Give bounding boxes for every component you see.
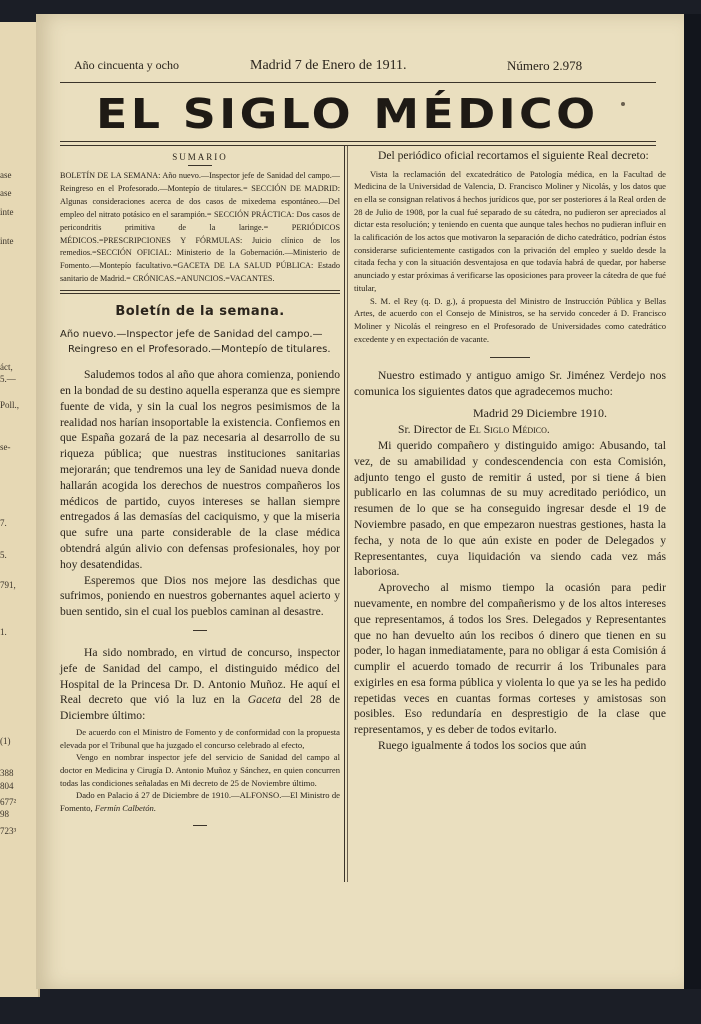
paragraph-new-year: Saludemos todos al año que ahora comienza, poniendo en la bondad de su destino aquella esperanza que es siempre fuente de vida, y sin la cual los negros pesimismos de la realidad nos harían insoportable la existencia. Confiemos en que España gozará de la paz necesaria al desarrollo de su riqueza pública; que nuestras instituciones sanitarias mejorarán; que tendremos una ley de Sanidad nueva donde hallarán acogida los derechos de nuestros compañeros los médicos de partido, cuyos intereses se hallan siempre entregados á las demasías del caciquismo, y que la miseria que sufre una parte considerable de la clase médica obtendrá algún alivio con defensas profesionales, hoy por hoy desatendidas. — [60, 368, 340, 571]
prev-page-fragment: 791, — [0, 580, 16, 590]
salutation-suffix: . — [546, 422, 550, 436]
paragraph-hopes: Esperemos que Dios nos mejore las desdichas que sufrimos, poniendo en nuestros gobernantes aquel acierto y buen sentido, sin el cual los pueblos caminan al desastre. — [60, 573, 340, 619]
letter-intro-block — [354, 368, 666, 400]
prev-page-fragment: se- — [0, 442, 11, 452]
right-column — [354, 146, 666, 754]
newspaper-page — [36, 14, 684, 989]
boletin-heading: Boletín de la semana. — [115, 304, 285, 320]
salutation-prefix: Sr. Director de — [398, 422, 469, 436]
boletin-body — [60, 367, 340, 724]
previous-page-edge — [0, 22, 40, 997]
volume-year: Año cincuenta y ocho — [74, 58, 179, 72]
prev-page-fragment: áct, — [0, 362, 13, 372]
boletin-subhead: Año nuevo.—Inspector jefe de Sanidad del campo.— — [60, 329, 323, 341]
decree-paragraph: Vista la reclamación del excatedrático de Patología médica, en la Facultad de Medicina de la Universidad de Valencia, D. Francisco Moliner y Nicolás, y los datos que en ella se consignan relativos á hechos jurídicos que, por ser posteriores á la Real orden de 28 de Julio de 1908, por la cual fué separado de su cátedra, no pudieron ser apreciados al dictar esta resolución; y teniendo en cuenta que aunque tales hechos no pudieran influir en la calificación de los actos que motivaron la separación de dicho catedrático, podrían éstos considerarse suficientemente castigados con la privación del empleo y sueldo desde la citada fecha y con la situación desventajosa en que todavía habrá de quedar, por haberse anunciado y estar próximas á verificarse las oposiciones para proveer la cátedra de que fué titular, — [354, 168, 666, 293]
scan-background-edge — [684, 14, 701, 989]
inspector-text-after: del 28 de Diciembre último: — [60, 693, 340, 723]
decree-signature-text: Dado en Palacio á 27 de Diciembre de 1910.—ALFONSO.—El Ministro de Fomento, — [60, 790, 340, 814]
prev-page-fragment: inte — [0, 207, 14, 217]
prev-page-fragment: 5.— — [0, 374, 16, 384]
gaceta-word: Gaceta — [247, 693, 282, 707]
issue-date: Madrid 7 de Enero de 1911. — [250, 58, 407, 73]
ink-speck — [621, 102, 625, 106]
paragraph-divider — [193, 630, 207, 631]
salutation-paper: El Siglo Médico — [468, 422, 547, 436]
sumario-block — [60, 170, 340, 286]
prev-page-fragment: ase — [0, 188, 12, 198]
left-column — [60, 146, 340, 826]
masthead-rule-top — [60, 141, 656, 142]
sumario-heading: SUMARIO — [172, 152, 228, 162]
prev-page-fragment: 5. — [0, 550, 7, 560]
prev-page-fragment: 1. — [0, 627, 7, 637]
letter-body — [354, 438, 666, 754]
decree-signature-name: Fermín Calbetón. — [94, 803, 156, 814]
column-divider — [347, 146, 348, 882]
prev-page-fragment: 388 — [0, 768, 14, 778]
letter-paragraph: Ruego igualmente á todos los socios que aún — [378, 739, 587, 753]
column-divider — [344, 146, 345, 882]
letter-paragraph: Mi querido compañero y distinguido amigo: Abusando, tal vez, de su amabilidad y condescendencia con esta Comisión, adjunto tengo el gusto de remitir á usted, por si tiene á bien publicarlo en las columnas de su muy acreditado periódico, un resumen de lo que se ha conseguido ingresar desde el 19 de Noviembre pasado, en que empezaron nuestras gestiones, hasta la fecha, y nota de lo que aún existe en poder de Delegados y Representantes, cuya liquidación va siendo cada vez más laboriosa. — [354, 438, 666, 579]
prev-page-fragment: Poll., — [0, 400, 20, 410]
inspector-text-before: Ha sido nombrado, en virtud de concurso, inspector jefe de Sanidad del campo, el distinguido médico del Hospital de la Princesa Dr. D. Antonio Muñoz. He aquí el Real decreto que vió la luz en la — [60, 645, 340, 707]
section-rule — [60, 293, 340, 294]
prev-page-fragment: 7. — [0, 518, 7, 528]
issue-number: Número 2.978 — [507, 58, 583, 73]
prev-page-fragment: 677² — [0, 797, 17, 807]
section-rule — [60, 290, 340, 291]
paragraph-inspector — [60, 645, 340, 724]
letter-paragraph: Aprovecho al mismo tiempo la ocasión para pedir nuevamente, en nombre del compañerismo y de los altos intereses que representamos, á todos los Sres. Delegados y Representantes que no han devuelto aún los recibos ó dinero que tienen en su poder, lo hagan inmediatamente, para no obligar á esta Comisión á cumplir el acuerdo tomado de recurrir á los Tribunales para exigirles en esa forma pública y violenta lo que ya se les ha pedido repetidas veces en cuantas formas corteses y amistosas son posibles. Eso redundaría en desprestigio de la clase que representamos, y es deber de todos evitarlo. — [354, 581, 666, 737]
sumario-divider — [188, 165, 212, 166]
boletin-subhead: Reingreso en el Profesorado.—Montepío de titulares. — [68, 344, 331, 356]
inspector-decree — [60, 726, 340, 815]
decree-paragraph: S. M. el Rey (q. D. g.), á propuesta del Ministro de Instrucción Pública y Bellas Artes, de acuerdo con el Consejo de Ministros, se ha servido conceder á D. Francisco Moliner y Nicolás el reingreso en el Profesorado de Universidades como catedrático excedente y en expectación de vacante. — [354, 295, 666, 344]
end-divider — [193, 825, 207, 826]
prev-page-fragment: 723³ — [0, 826, 17, 836]
letter-salutation — [398, 423, 666, 436]
letter-intro: Nuestro estimado y antiguo amigo Sr. Jiménez Verdejo nos comunica los siguientes datos que agradecemos mucho: — [354, 369, 666, 399]
right-intro-text: Del periódico oficial recortamos el siguiente Real decreto: — [378, 149, 649, 162]
decree-signature — [60, 789, 340, 814]
header-rule — [60, 82, 656, 83]
prev-page-fragment: ase — [0, 170, 12, 180]
moliner-decree — [354, 168, 666, 346]
decree-paragraph: De acuerdo con el Ministro de Fomento y de conformidad con la propuesta elevada por el Tribunal que ha juzgado el concurso celebrado al efecto, — [60, 726, 340, 750]
sumario-text: BOLETÍN DE LA SEMANA: Año nuevo.—Inspector jefe de Sanidad del campo.—Reingreso en el Profesorado.—Montepío de titulares.= SECCIÓN DE MADRID: Algunas consideraciones acerca de dos casos de mixedema espontáneo.—Del empleo del nitrato potásico en el sarampión.= SECCIÓN PRÁCTICA: Dos casos de pericondritis primitiva de la laringe.= PERIÓDICOS MÉDICOS.=PRESCRIPCIONES Y FÓRMULAS: Juicio clínico de los remedios.=SECCIÓN OFICIAL: Ministerio de la Gobernación.—Ministerio de Fomento.—Montepío facultativo.=GACETA DE LA SALUD PÚBLICA: Estado sanitario de Madrid.= CRÓNICAS.=ANUNCIOS.=VACANTES. — [60, 171, 340, 284]
prev-page-fragment: inte — [0, 236, 14, 246]
prev-page-fragment: 804 — [0, 781, 14, 791]
prev-page-fragment: (1) — [0, 736, 11, 746]
prev-page-fragment: 98 — [0, 809, 9, 819]
masthead-title: EL SIGLO MÉDICO — [96, 90, 599, 138]
boletin-subheads — [60, 327, 340, 357]
right-intro — [354, 148, 666, 164]
decree-paragraph: Vengo en nombrar inspector jefe del servicio de Sanidad del campo al doctor en Medicina y Cirugía D. Antonio Muñoz y Sánchez, en quien concurren todas las condiciones señaladas en Mi decreto de 25 de Noviembre último. — [60, 752, 340, 788]
section-divider — [490, 357, 530, 358]
letter-dateline: Madrid 29 Diciembre 1910. — [473, 405, 607, 420]
